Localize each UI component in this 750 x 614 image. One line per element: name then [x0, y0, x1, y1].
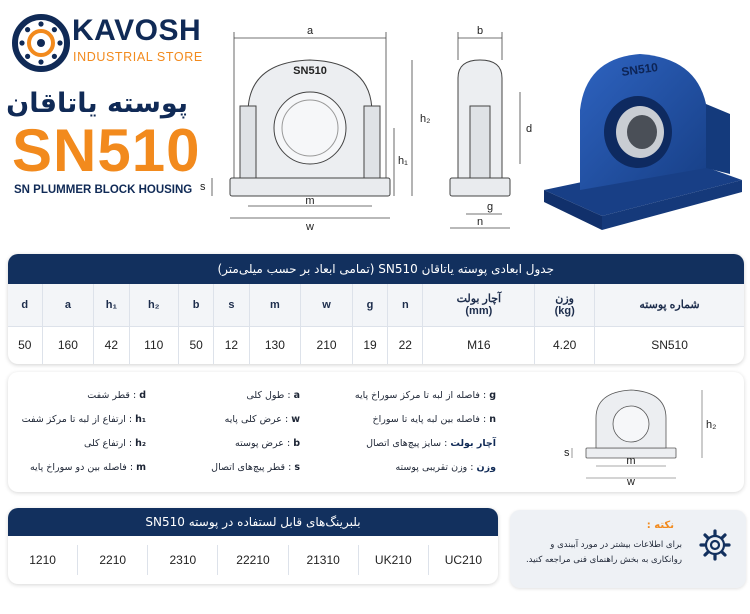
table-cell: 130	[249, 326, 301, 364]
dim-b-label: b	[476, 25, 484, 37]
legend-item	[355, 390, 496, 401]
legend-separator: :	[285, 462, 295, 473]
note-card	[510, 510, 746, 588]
dim-w-label: w	[306, 221, 314, 233]
table-header-cell: وزن (kg)	[535, 284, 595, 326]
table-cell: 160	[42, 326, 94, 364]
legend-separator: :	[479, 390, 490, 401]
legend-card	[8, 372, 744, 492]
dimension-table-title: جدول ابعادی پوسته یاتاقان SN510 (تمامی ابعاد بر حسب میلی‌متر)	[8, 254, 744, 284]
dim-d-label: d	[526, 123, 533, 135]
table-header-cell: آچار بولت (mm)	[423, 284, 535, 326]
table-cell: M16	[423, 326, 535, 364]
legend-key: m	[136, 462, 146, 473]
table-header-cell: g	[352, 284, 387, 326]
brand-name: KAVOSH	[72, 14, 202, 47]
brand-tagline: INDUSTRIAL STORE	[73, 50, 203, 64]
legend-separator: :	[479, 414, 490, 425]
bearing-item: 2310	[148, 545, 218, 575]
dim-g-label: g	[486, 201, 494, 213]
legend-text: فاصله از لبه تا مرکز سوراخ پایه	[354, 390, 480, 401]
legend-item	[87, 390, 146, 401]
compatible-bearings-title: بلبرینگ‌های قابل لستفاده در پوسته SN510	[8, 508, 498, 536]
table-cell: 50	[8, 326, 42, 364]
legend-key: g	[489, 390, 496, 401]
note-title: نکته :	[646, 520, 674, 531]
legend-housing-drawing	[552, 378, 732, 486]
table-row	[8, 326, 744, 364]
legend-key: w	[291, 414, 300, 425]
subtitle-en: SN PLUMMER BLOCK HOUSING	[14, 184, 193, 196]
drawing-part-label: SN510	[293, 65, 327, 77]
table-cell: 42	[94, 326, 129, 364]
table-header-row	[8, 284, 744, 326]
table-cell: SN510	[595, 326, 744, 364]
dim-s-label: s	[200, 181, 206, 193]
legend-text: طول کلی	[246, 390, 285, 401]
bearing-item: 21310	[289, 545, 359, 575]
legend-item	[395, 462, 496, 473]
legend-dim-h2: h₂	[706, 419, 717, 431]
table-cell: 19	[352, 326, 387, 364]
table-cell: 12	[214, 326, 249, 364]
bearing-logo-icon	[12, 14, 70, 72]
dim-m-label: m	[305, 195, 315, 207]
dimension-table-card	[8, 254, 744, 364]
bearing-item: 22210	[218, 545, 288, 575]
legend-separator: :	[467, 462, 477, 473]
legend-separator: :	[283, 438, 294, 449]
compatible-bearings-card	[8, 508, 498, 584]
table-header-cell: d	[8, 284, 42, 326]
legend-key: s	[294, 462, 300, 473]
legend-item	[235, 438, 300, 449]
table-header-cell: w	[301, 284, 353, 326]
table-cell: 22	[388, 326, 423, 364]
legend-item	[246, 390, 300, 401]
legend-item	[373, 414, 497, 425]
table-header-cell: s	[214, 284, 249, 326]
bearing-item: UC210	[444, 553, 483, 567]
legend-separator: :	[125, 414, 136, 425]
bearing-item: UK210	[359, 545, 429, 575]
legend-key: وزن	[476, 462, 496, 473]
gear-icon	[698, 528, 732, 562]
legend-item	[22, 414, 146, 425]
side-view-drawing	[440, 18, 540, 233]
legend-text: ارتفاع از لبه تا مرکز شفت	[21, 414, 126, 425]
table-header-cell: b	[178, 284, 213, 326]
legend-item	[211, 462, 300, 473]
photo-part-label: SN510	[620, 59, 659, 79]
table-header-cell: h₁	[94, 284, 129, 326]
dimension-table	[8, 284, 744, 364]
legend-separator: :	[126, 462, 137, 473]
legend-key: b	[293, 438, 300, 449]
legend-dim-m: m	[626, 455, 636, 467]
table-cell: 110	[129, 326, 178, 364]
legend-key: n	[489, 414, 496, 425]
legend-separator: :	[125, 438, 136, 449]
note-text: برای اطلاعات بیشتر در مورد آببندی و روانکاری به بخش راهنمای فنی مراجعه کنید.	[525, 540, 682, 565]
bearing-item: 1210	[8, 545, 78, 575]
legend-text: قطر شفت	[87, 390, 130, 401]
dim-h2-label: h₂	[420, 113, 431, 125]
legend-key: h₁	[135, 414, 146, 425]
table-header-cell: m	[249, 284, 301, 326]
legend-text: فاصله بین لبه پایه تا سوراخ	[372, 414, 480, 425]
legend-text: وزن تقریبی پوسته	[395, 462, 468, 473]
bearing-list	[8, 536, 498, 584]
dim-h1-label: h₁	[398, 155, 408, 167]
legend-item	[30, 462, 146, 473]
model-number: SN510	[12, 117, 201, 184]
table-cell: 4.20	[535, 326, 595, 364]
table-cell: 50	[178, 326, 213, 364]
legend-separator: :	[441, 438, 451, 449]
table-header-cell: h₂	[129, 284, 178, 326]
legend-text: قطر پیچ‌های اتصال	[211, 462, 286, 473]
legend-key: آچار بولت	[450, 438, 496, 449]
page-title-fa: پوسته یاتاقان	[6, 88, 188, 119]
dim-a-label: a	[306, 25, 314, 37]
legend-separator: :	[284, 390, 294, 401]
legend-text: سایز پیچ‌های اتصال	[366, 438, 442, 449]
table-header-cell: شماره پوسته	[595, 284, 744, 326]
legend-item	[84, 438, 146, 449]
legend-dim-w: w	[627, 476, 635, 486]
table-header-cell: a	[42, 284, 94, 326]
legend-separator: :	[129, 390, 140, 401]
legend-text: عرض کلی پایه	[224, 414, 282, 425]
legend-text: عرض پوسته	[235, 438, 284, 449]
dim-n-label: n	[476, 216, 484, 228]
legend-key: h₂	[135, 438, 146, 449]
legend-key: d	[139, 390, 146, 401]
legend-item	[225, 414, 300, 425]
front-view-drawing	[190, 18, 440, 233]
housing-product-image	[536, 40, 748, 240]
table-cell: 210	[301, 326, 353, 364]
bearing-item: 2210	[78, 545, 148, 575]
legend-key: a	[293, 390, 300, 401]
legend-text: فاصله بین دو سوراخ پایه	[29, 462, 127, 473]
legend-text: ارتفاع کلی	[83, 438, 126, 449]
legend-item	[366, 438, 496, 449]
table-header-cell: n	[388, 284, 423, 326]
legend-separator: :	[281, 414, 292, 425]
legend-dim-s: s	[564, 447, 570, 459]
